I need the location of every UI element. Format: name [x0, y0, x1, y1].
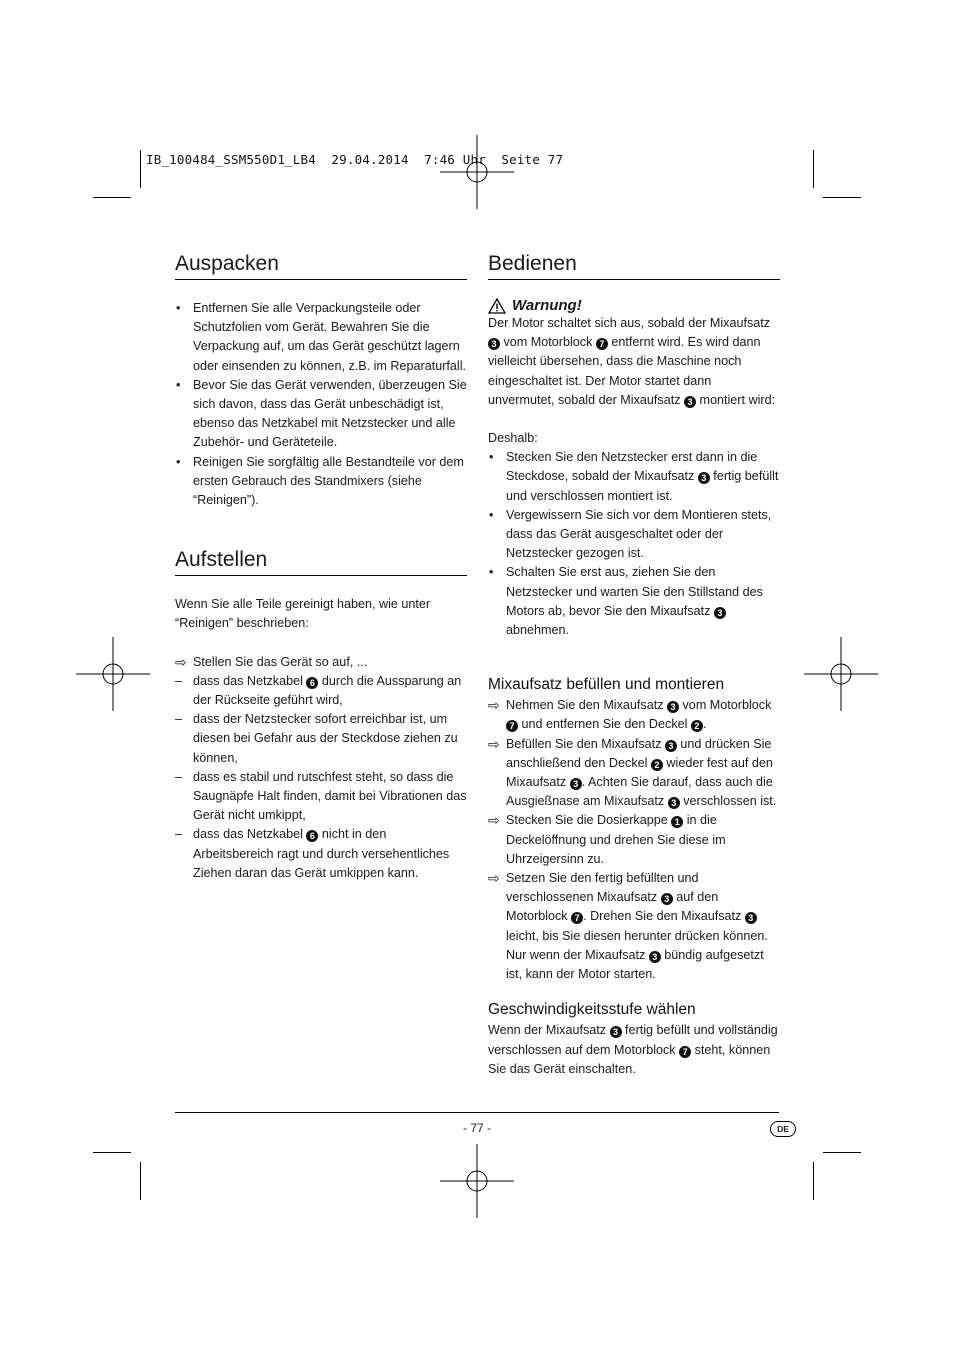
list-item: – dass das Netzkabel 6 durch die Aussparung an der Rückseite geführt wird,: [175, 672, 467, 710]
crop-mark: [813, 150, 814, 188]
part-number-badge: 7: [679, 1046, 691, 1058]
part-number-badge: 2: [651, 759, 663, 771]
print-slug: IB_100484_SSM550D1_LB4 29.04.2014 7:46 Uhr Seite 77: [146, 152, 564, 167]
heading-mixaufsatz: Mixaufsatz befüllen und montieren: [488, 676, 725, 694]
part-number-badge: 7: [571, 912, 583, 924]
crop-mark: [823, 1152, 861, 1153]
heading-auspacken: Auspacken: [175, 252, 467, 280]
list-item: ⇨ Stecken Sie die Dosierkappe 1 in die Deckelöffnung und drehen Sie diese im Uhrzeigersinn zu.: [488, 812, 726, 866]
part-number-badge: 3: [488, 338, 500, 350]
list-item: • Vergewissern Sie sich vor dem Montieren stets, dass das Gerät ausgeschaltet oder der Netzstecker gezogen ist.: [488, 506, 780, 564]
crop-mark: [93, 197, 131, 198]
language-badge: DE: [770, 1121, 796, 1137]
part-number-badge: 3: [745, 912, 757, 924]
list-item: • Stecken Sie den Netzstecker erst dann in die Steckdose, sobald der Mixaufsatz 3 fertig befüllt und verschlossen montiert ist.: [488, 448, 780, 506]
part-number-badge: 6: [306, 677, 318, 689]
arrow-right-icon: ⇨: [488, 697, 500, 714]
list-item: • Bevor Sie das Gerät verwenden, überzeugen Sie sich davon, dass das Gerät unbeschädigt ist, ebenso das Netzkabel mit Netzstecker und alle Zubehör- und Geräteteile.: [175, 376, 467, 453]
mixaufsatz-steps: [488, 696, 780, 984]
right-column: [488, 252, 780, 1079]
part-number-badge: 3: [684, 396, 696, 408]
aufstellen-intro: Wenn Sie alle Teile gereinigt haben, wie unter “Reinigen” beschrieben:: [175, 597, 431, 631]
part-number-badge: 3: [665, 740, 677, 752]
heading-geschwindigkeit: Geschwindigkeitsstufe wählen: [488, 1001, 696, 1019]
part-number-badge: 3: [714, 607, 726, 619]
list-item: ⇨ Nehmen Sie den Mixaufsatz 3 vom Motorblock 7 und entfernen Sie den Deckel 2 .: [488, 697, 772, 732]
arrow-right-icon: ⇨: [488, 735, 500, 752]
aufstellen-instruction: ⇨ Stellen Sie das Gerät so auf, ...: [175, 653, 368, 670]
part-number-badge: 7: [506, 720, 518, 732]
list-item: • Reinigen Sie sorgfältig alle Bestandteile vor dem ersten Gebrauch des Standmixers (siehe “Reinigen”).: [175, 453, 467, 511]
part-number-badge: 3: [698, 472, 710, 484]
heading-bedienen: Bedienen: [488, 252, 780, 280]
list-item: • Schalten Sie erst aus, ziehen Sie den Netzstecker und warten Sie den Stillstand des Motors ab, bevor Sie den Mixaufsatz 3 abnehmen.: [488, 563, 780, 640]
part-number-badge: 3: [570, 778, 582, 790]
arrow-right-icon: ⇨: [488, 870, 500, 887]
heading-aufstellen: Aufstellen: [175, 548, 467, 576]
list-item: – dass das Netzkabel 6 nicht in den Arbeitsbereich ragt und durch versehentliches Ziehen daran das Gerät umkippen kann.: [175, 825, 467, 883]
bedienen-list: [488, 448, 780, 640]
list-item: ⇨ Befüllen Sie den Mixaufsatz 3 und drücken Sie anschließend den Deckel 2 wieder fest auf den Mixaufsatz 3 . Achten Sie darauf, dass auch die Ausgießnase am Mixaufsatz 3 verschlossen ist.: [488, 735, 777, 809]
auspacken-list: [175, 299, 467, 510]
footer-divider: [175, 1112, 779, 1113]
list-item: ⇨ Setzen Sie den fertig befüllten und verschlossenen Mixaufsatz 3 auf den Motorblock 7 . Drehen Sie den Mixaufsatz 3 leicht, bis Sie diesen herunter drücken können. Nur wenn der Mixaufsatz 3 bündig aufgesetzt ist, kann der Motor starten.: [488, 870, 768, 982]
part-number-badge: 3: [661, 893, 673, 905]
crop-mark: [93, 1152, 131, 1153]
part-number-badge: 1: [671, 816, 683, 828]
crop-mark: [140, 150, 141, 188]
list-item: – dass der Netzstecker sofort erreichbar ist, um diesen bei Gefahr aus der Steckdose ziehen zu können,: [175, 710, 467, 768]
part-number-badge: 3: [610, 1026, 622, 1038]
registration-mark-bottom: [440, 1144, 514, 1218]
crop-mark: [140, 1162, 141, 1200]
crop-mark: [823, 197, 861, 198]
aufstellen-conditions: [175, 672, 467, 883]
part-number-badge: 3: [667, 701, 679, 713]
part-number-badge: 3: [668, 797, 680, 809]
warning-heading: Warnung!: [488, 297, 780, 314]
arrow-right-icon: ⇨: [175, 653, 187, 670]
list-item: – dass es stabil und rutschfest steht, so dass die Saugnäpfe Halt finden, damit bei Vibrationen das Gerät nicht umkippt,: [175, 768, 467, 826]
deshalb-label: Deshalb:: [488, 431, 538, 446]
part-number-badge: 6: [306, 830, 318, 842]
registration-mark-right: [804, 637, 878, 711]
left-column: [175, 252, 467, 883]
warning-triangle-icon: [488, 298, 506, 314]
part-number-badge: 3: [649, 951, 661, 963]
list-item: • Entfernen Sie alle Verpackungsteile oder Schutzfolien vom Gerät. Bewahren Sie die Verpackung auf, um das Gerät geschützt lagern oder einsenden zu können, z.B. im Reparaturfall.: [175, 299, 467, 376]
warning-text: Der Motor schaltet sich aus, sobald der Mixaufsatz 3 vom Motorblock 7 entfernt wird. Es wird dann vielleicht übersehen, dass die Maschine noch eingeschaltet ist. Der Motor startet dann unvermutet, sobald der Mixaufsatz 3 montiert wird:: [488, 316, 776, 407]
page-number: - 77 -: [462, 1121, 491, 1135]
registration-mark-left: [76, 637, 150, 711]
speed-text: Wenn der Mixaufsatz 3 fertig befüllt und vollständig verschlossen auf dem Motorblock 7 steht, können Sie das Gerät einschalten.: [488, 1023, 778, 1076]
arrow-right-icon: ⇨: [488, 812, 500, 829]
part-number-badge: 7: [596, 338, 608, 350]
crop-mark: [813, 1162, 814, 1200]
part-number-badge: 2: [691, 720, 703, 732]
registration-mark-top: [440, 135, 514, 209]
